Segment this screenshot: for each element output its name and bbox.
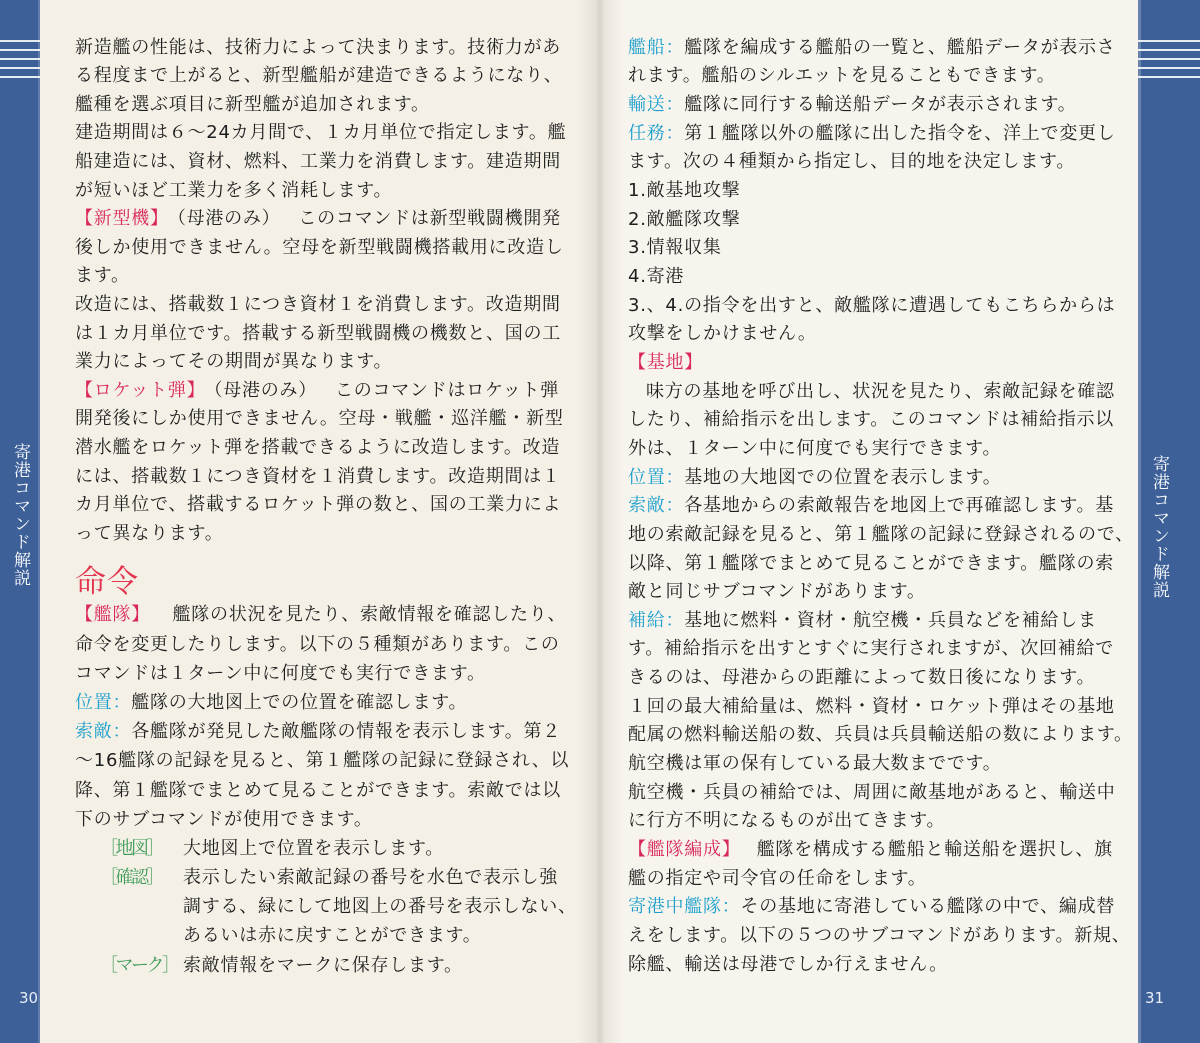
item-label-search: 索敵： — [75, 721, 132, 743]
subcommand-map — [75, 834, 577, 863]
paragraph-line: 下のサブコマンドが使用できます。 — [75, 808, 373, 830]
paragraph-line: 配属の燃料輸送船の数、兵員は兵員輸送船の数によります。 — [628, 724, 1133, 746]
new-fighter-heading-line — [75, 205, 566, 234]
paragraph-line: １回の最大補給量は、燃料・資材・ロケット弾はその基地 — [628, 695, 1115, 717]
page31-body — [628, 34, 1134, 980]
fleet-organization-heading-line — [628, 836, 1134, 865]
side-tab-title-left: 寄港コマンド解説 — [10, 443, 30, 587]
paragraph-text: 艦隊の大地図上での位置を確認します。 — [131, 691, 468, 713]
paragraph-line: る程度まで上がると、新型艦船が建造できるようになり、 — [75, 65, 563, 87]
item-label-supply: 補給： — [628, 609, 685, 631]
paragraph-line: ます。 — [75, 265, 130, 287]
paragraph-line: 以降、第１艦隊でまとめて見ることができます。艦隊の索 — [628, 552, 1115, 574]
paragraph-line: 攻撃をしかけません。 — [628, 323, 817, 345]
paragraph-text: 各基地からの索敵報告を地図上で再確認します。基 — [684, 495, 1115, 517]
paragraph-line: ます。次の４種類から指定し、目的地を決定します。 — [628, 151, 1076, 173]
paragraph-line: したり、補給指示を出します。このコマンドは補給指示以 — [628, 409, 1115, 431]
mission-option: 4.寄港 — [628, 265, 685, 287]
paragraph-line: れます。艦船のシルエットを見ることもできます。 — [628, 65, 1056, 87]
paragraph-line: 改造には、搭載数１につき資材１を消費します。改造期間 — [75, 294, 561, 316]
subcommand-label-mark: ［マーク］ — [100, 954, 178, 976]
book-gutter-shadow — [578, 0, 622, 1043]
paragraph-line: 船建造には、資材、燃料、工業力を消費します。建造期間 — [75, 151, 562, 173]
fleet-heading-line — [75, 600, 577, 629]
item-label-mission: 任務： — [628, 122, 685, 144]
page-number-left: 30 — [19, 989, 39, 1007]
home-port-only-note: （母港のみ） — [176, 208, 281, 230]
mission-option: 1.敵基地攻撃 — [628, 179, 741, 201]
base-search-line — [628, 492, 1134, 521]
paragraph-text: その基地に寄港している艦隊の中で、編成替 — [740, 896, 1116, 918]
subcommand-text: 調する、緑にして地図上の番号を表示しない、 — [183, 896, 577, 918]
fleet-search-line — [75, 717, 577, 746]
subcommand-label-confirm: ［確認］ — [100, 867, 162, 889]
home-port-only-note: （母港のみ） — [213, 379, 317, 401]
paragraph-line: 後しか使用できません。空母を新型戦闘機搭載用に改造し — [75, 236, 564, 258]
paragraph-line: が短いほど工業力を多く消耗します。 — [75, 179, 393, 201]
paragraph-line: 艦の指定や司令官の任命をします。 — [628, 867, 927, 889]
paragraph-line: 降、第１艦隊でまとめて見ることができます。索敵では以 — [75, 779, 562, 801]
fleet-mission-line — [628, 120, 1134, 149]
paragraph-line: に行方不明になるものが出てきます。 — [628, 810, 946, 832]
subcommand-mark — [75, 951, 577, 980]
subcommand-text: あるいは赤に戻すことができます。 — [183, 925, 482, 947]
item-label-ships: 艦船： — [628, 36, 685, 58]
mission-option: 2.敵艦隊攻撃 — [628, 208, 741, 230]
subcommand-label-map: ［地図］ — [100, 837, 162, 859]
paragraph-line: 除艦、輸送は母港でしか行えません。 — [628, 953, 948, 975]
paragraph-line: コマンドは１ターン中に何度でも実行できます。 — [75, 662, 486, 684]
fleet-ships-line — [628, 34, 1134, 63]
paragraph-text: このコマンドはロケット弾 — [334, 379, 560, 401]
paragraph-line: って異なります。 — [75, 522, 224, 544]
paragraph-line: 艦種を選ぶ項目に新型艦が追加されます。 — [75, 93, 430, 115]
section-label-fleet-organization: 【艦隊編成】 — [628, 839, 741, 861]
paragraph-line: きるのは、母港からの距離によって数日後になります。 — [628, 667, 1096, 689]
subcommand-confirm — [75, 863, 577, 892]
paragraph-line: 業力によってその期間が異なります。 — [75, 351, 393, 373]
fleet-position-line — [75, 688, 577, 717]
item-label-search: 索敵： — [628, 495, 685, 517]
paragraph-line: 航空機は軍の保有している最大数までです。 — [628, 753, 1002, 775]
subcommand-text: 表示したい索敵記録の番号を水色で表示し強 — [183, 867, 558, 889]
paragraph-text: 艦隊の状況を見たり、索敵情報を確認したり、 — [172, 604, 567, 626]
subcommand-continuation — [75, 921, 577, 950]
paragraph-line: 命令を変更したりします。以下の５種類があります。この — [75, 633, 560, 655]
paragraph-text: 各艦隊が発見した敵艦隊の情報を表示します。第２ — [131, 721, 562, 743]
paragraph-text: 艦隊を編成する艦船の一覧と、艦船データが表示さ — [684, 36, 1116, 58]
subcommand-text: 大地図上で位置を表示します。 — [183, 837, 445, 859]
paragraph-line: 味方の基地を呼び出し、状況を見たり、索敵記録を確認 — [646, 380, 1115, 402]
paragraph-text: 第１艦隊以外の艦隊に出した指令を、洋上で変更し — [684, 122, 1116, 144]
base-position-line — [628, 464, 1134, 493]
paragraph-line: ～16艦隊の記録を見ると、第１艦隊の記録に登録され、以 — [75, 750, 570, 772]
item-label-transport: 輸送： — [628, 94, 685, 115]
paragraph-line: 地の索敵記録を見ると、第１艦隊の記録に登録されるので、 — [628, 523, 1134, 545]
section-label-base: 【基地】 — [628, 351, 703, 373]
page30-body-upper — [75, 34, 566, 549]
subcommand-text: 索敵情報をマークに保存します。 — [183, 954, 463, 976]
paragraph-line: 建造期間は６～24カ月間で、１カ月単位で指定します。艦 — [75, 122, 567, 144]
base-heading-line — [628, 349, 1134, 378]
paragraph-line: 敵と同じサブコマンドがあります。 — [628, 581, 926, 603]
paragraph-line: は１カ月単位です。搭載する新型戦闘機の機数と、国の工 — [75, 322, 562, 344]
item-label-position: 位置： — [75, 691, 132, 713]
paragraph-line: えをします。以下の５つのサブコマンドがあります。新規、 — [628, 925, 1131, 947]
orders-heading: 命令 — [75, 564, 139, 600]
rocket-heading-line — [75, 377, 566, 406]
item-label-position: 位置： — [628, 466, 685, 488]
page-number-right: 31 — [1145, 989, 1165, 1007]
item-label-docked-fleet: 寄港中艦隊： — [628, 896, 741, 918]
paragraph-line: 外は、１ターン中に何度でも実行できます。 — [628, 437, 1002, 459]
paragraph-line: 新造艦の性能は、技術力によって決まります。技術力があ — [75, 36, 562, 58]
paragraph-text: 艦隊に同行する輸送船データが表示されます。 — [684, 94, 1077, 115]
stripe-decoration — [1138, 40, 1200, 78]
paragraph-text: 基地に燃料・資材・航空機・兵員などを補給しま — [684, 609, 1097, 631]
paragraph-line: 潜水艦をロケット弾を搭載できるように改造します。改造 — [75, 437, 561, 458]
paragraph-text: このコマンドは新型戦闘機開発 — [298, 208, 561, 230]
paragraph-text: 基地の大地図での位置を表示します。 — [684, 466, 1002, 488]
paragraph-line: カ月単位で、搭載するロケット弾の数と、国の工業力によ — [75, 494, 562, 516]
section-label-rocket: 【ロケット弾】 — [75, 379, 206, 401]
side-tab-title-right: 寄港コマンド解説 — [1149, 455, 1169, 599]
paragraph-line: 航空機・兵員の補給では、周囲に敵基地があると、輸送中 — [628, 781, 1116, 803]
docked-fleet-line — [628, 893, 1134, 922]
subcommand-continuation — [75, 892, 577, 921]
stripe-decoration — [0, 40, 40, 78]
paragraph-line: 開発後にしか使用できません。空母・戦艦・巡洋艦・新型 — [75, 408, 564, 430]
base-supply-line — [628, 607, 1134, 636]
page30-body-lower — [75, 600, 577, 979]
paragraph-line: す。補給指示を出すとすぐに実行されますが、次回補給で — [628, 638, 1115, 660]
paragraph-line: には、搭載数１につき資材を１消費します。改造期間は１ — [75, 465, 561, 487]
section-label-fleet: 【艦隊】 — [75, 604, 150, 626]
mission-option: 3.情報収集 — [628, 237, 722, 259]
fleet-transport-line — [628, 91, 1134, 120]
right-side-tab — [1138, 0, 1200, 1043]
paragraph-text: 艦隊を構成する艦船と輸送船を選択し、旗 — [756, 839, 1113, 861]
paragraph-line: 3.、4.の指令を出すと、敵艦隊に遭遇してもこちらからは — [628, 294, 1116, 316]
section-label-new-fighter: 【新型機】 — [75, 208, 169, 230]
